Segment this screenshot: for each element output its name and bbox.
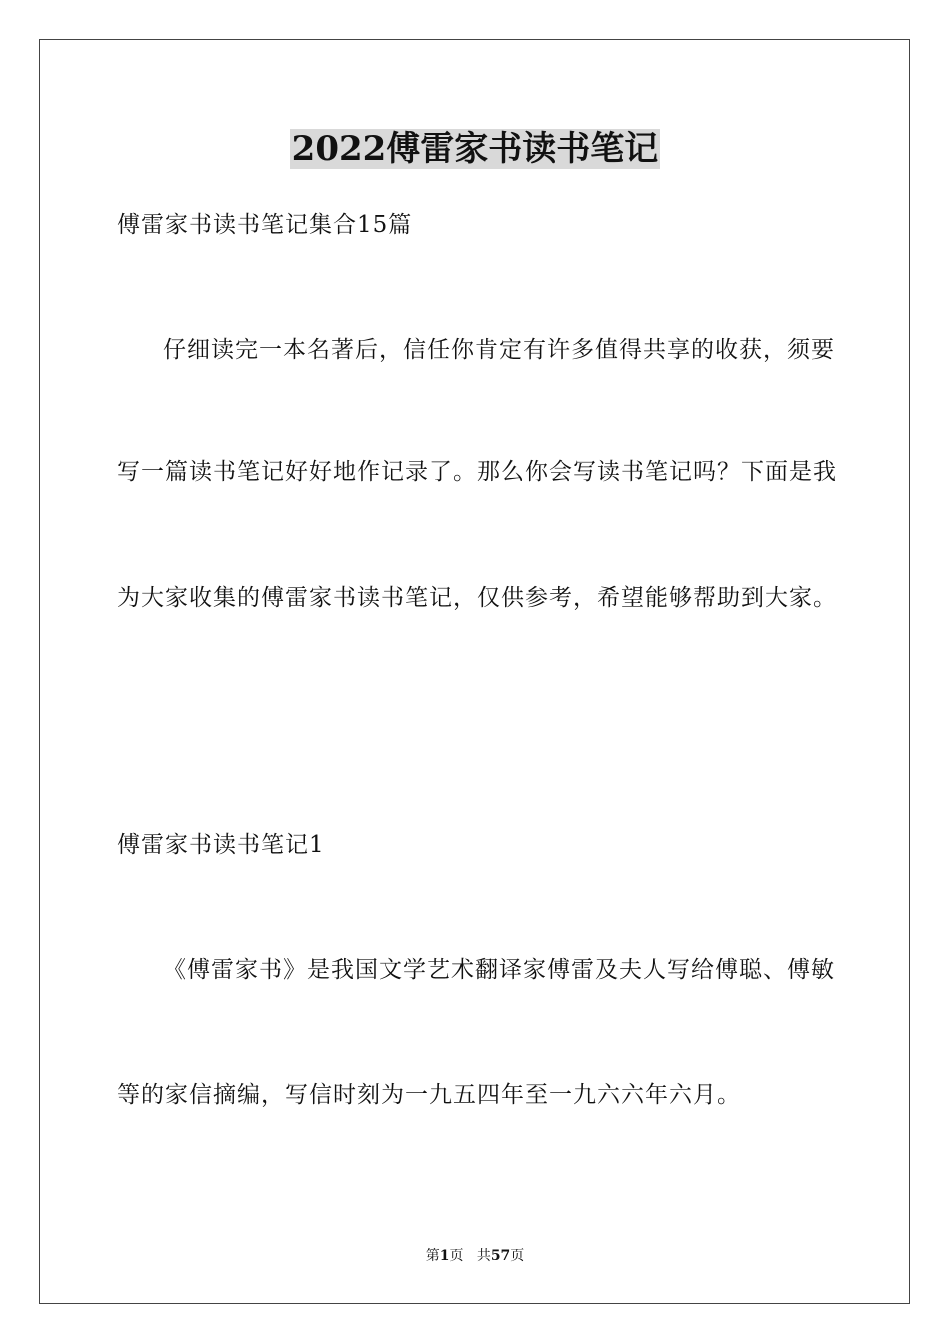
intro-line-3: 为大家收集的傅雷家书读书笔记，仅供参考，希望能够帮助到大家。 [117, 585, 837, 611]
footer-total-prefix: 共 [476, 1248, 491, 1264]
document-subtitle: 傅雷家书读书笔记集合15篇 [117, 212, 413, 238]
document-title [0, 126, 950, 172]
intro-line-1: 仔细读完一本名著后，信任你肯定有许多值得共享的收获，须要 [163, 337, 835, 363]
section-heading: 傅雷家书读书笔记1 [117, 832, 325, 858]
body-line-2: 等的家信摘编，写信时刻为一九五四年至一九六六年六月。 [117, 1082, 741, 1108]
body-line-1: 《傅雷家书》是我国文学艺术翻译家傅雷及夫人写给傅聪、傅敏 [163, 957, 835, 983]
footer-total-pages: 57 [490, 1248, 511, 1264]
intro-line-2: 写一篇读书笔记好好地作记录了。那么你会写读书笔记吗？下面是我 [117, 459, 837, 485]
footer-total-suffix: 页 [510, 1248, 525, 1264]
footer-page-number: 1 [439, 1248, 450, 1264]
footer-page-prefix: 第 [425, 1248, 440, 1264]
footer-page-suffix: 页 [449, 1248, 464, 1264]
document-title-text: 2022傅雷家书读书笔记 [291, 129, 659, 169]
page-footer [0, 1246, 950, 1266]
